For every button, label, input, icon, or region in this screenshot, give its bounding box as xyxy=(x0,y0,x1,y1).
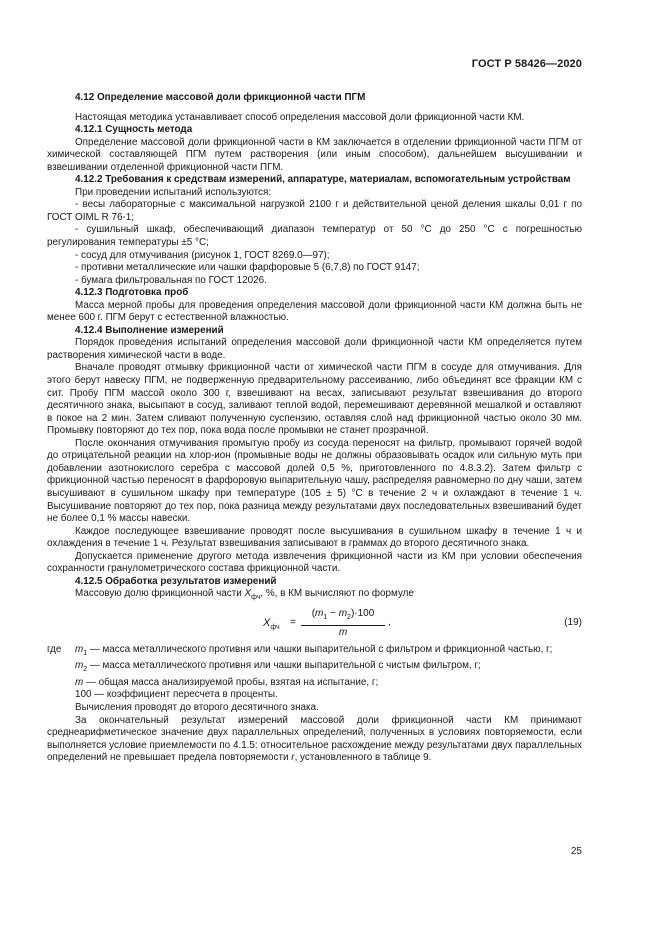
subsection-title-4-12-1: 4.12.1 Сущность метода xyxy=(75,124,193,136)
section-intro: Настоящая методика устанавливает способ определения массовой доли фрикционной части КМ. xyxy=(75,111,525,123)
definition-100: 100 — коэффициент пересчета в проценты. xyxy=(75,689,278,701)
page-number: 25 xyxy=(570,846,582,857)
equipment-item: - сосуд для отмучивания (рисунок 1, ГОСТ 8269.0—97); xyxy=(75,249,330,261)
formula-fraction xyxy=(301,608,385,640)
subsection-title-4-12-3: 4.12.3 Подготовка проб xyxy=(75,287,189,299)
definition-m1: где $m_1$ — масса металлического противня или чашки выпарительной с фильтром и фрикционной частью, г; xyxy=(47,644,582,661)
formula-denominator: m xyxy=(338,627,348,639)
procedure-paragraph-4: Каждое последующее взвешивание проводят после высушивания в сушильном шкафу в течение 1 ч и охлаждения в течение 1 ч. Результат взвешивания записывают в граммах до второго десятичного знака. xyxy=(47,525,582,550)
procedure-paragraph-1: Порядок проведения испытаний определения массовой доли фрикционной части КМ определяется путем растворения химической части в воде. xyxy=(47,337,582,361)
subsection-title-4-12-4: 4.12.4 Выполнение измерений xyxy=(75,324,224,336)
where-label: где xyxy=(47,643,62,655)
formula-lhs: $X_{фч}$ xyxy=(263,616,280,632)
equipment-item: - весы лабораторные с максимальной нагрузкой 2100 г и действительной ценой деления шкалы 0,01 г по ГОСТ OIML R 76-1; xyxy=(47,199,582,223)
procedure-paragraph-2: Вначале проводят отмывку фрикционной части от химической части ПГМ в сосуде для отмучивания. Для этого берут навеску ПГМ, не подверженную предварительному рассеиванию, либо объединят все фракции КМ с сит. Пробу ПГМ массой около 300 г, взвешивают на весах, записывают результат взвешивания до второго десятичного знака, высыпают в сосуд, заливают теплой водой, перемешивают деревянной мешалкой и оставляют в покое на 2 мин. Затем сливают полученную суспензию, оставляя слой над фрикционной частью около 30 мм. Промывку повторяют до тех пор, пока вода после промывки не станет прозрачной. xyxy=(47,362,582,437)
section-title-4-12: 4.12 Определение массовой доли фрикционной части ПГМ xyxy=(75,92,366,103)
equipment-item: - противни металлические или чашки фарфоровые 5 (6,7,8) по ГОСТ 9147; xyxy=(75,262,420,274)
formula-intro: Массовую долю фрикционной части $X_{фч}$, %, в КМ вычисляют по формуле xyxy=(75,588,414,602)
subsection-text-4-12-1: Определение массовой доли фрикционной части в КМ заключается в отделении фрикционной части ПГМ от химической составляющей ПГМ путем растворения (или иным способом), дальнейшем высушивании и взвешивании отделенной фрикционной части ПГМ. xyxy=(47,136,582,173)
page-body xyxy=(47,92,582,765)
formula-number: (19) xyxy=(564,616,582,628)
formula-comma: , xyxy=(388,616,391,628)
definition-m: m — общая масса анализируемой пробы, взятая на испытание, г; xyxy=(75,676,379,688)
procedure-paragraph-5: Допускается применение другого метода извлечения фрикционной части из КМ при условии обеспечения сохранности гранулометрического состава фрикционной части. xyxy=(47,550,582,575)
formula-equals: = xyxy=(290,616,296,628)
subsection-title-4-12-2: 4.12.2 Требования к средствам измерений, аппаратуре, материалам, вспомогательным устройствам xyxy=(75,174,571,186)
formula-numerator: $(m_1 - m_2)\cdot 100$ xyxy=(301,608,385,627)
equipment-item: - сушильный шкаф, обеспечивающий диапазон температур от 50 °С до 250 °С с погрешностью регулирования температуры ±5 °С; xyxy=(47,224,582,249)
document-id-header: ГОСТ Р 58426—2020 xyxy=(471,58,582,70)
equipment-item: - бумага фильтровальная по ГОСТ 12026. xyxy=(75,274,267,286)
definition-m2: $m_2$ — масса металлического противня или чашки выпарительной с чистым фильтром, г; xyxy=(75,660,481,674)
subsection-title-4-12-5: 4.12.5 Обработка результатов измерений xyxy=(75,575,277,587)
final-result-paragraph: За окончательный результат измерений массовой доли фрикционной части КМ принимают среднеарифметическое значение двух параллельных определений, полученных в условиях повторяемости, если выполняется условие приемлемости по 4.1.5: относительное расхождение между результатами двух параллельных определений не превышает предела повторяемости r, установленного в таблице 9. xyxy=(47,714,582,764)
formula-19 xyxy=(47,608,582,642)
equipment-intro: При проведении испытаний используются: xyxy=(75,186,272,198)
calc-precision-note: Вычисления проводят до второго десятичного знака. xyxy=(75,701,319,713)
formula-definitions xyxy=(47,644,582,702)
subsection-text-4-12-3: Масса мерной пробы для проведения определения массовой доли фрикционной части КМ должна быть не менее 600 г. ПГМ берут с естественной влажностью. xyxy=(47,299,582,324)
procedure-paragraph-3: После окончания отмучивания промытую пробу из сосуда переносят на фильтр, промывают горячей водой до отрицательной реакции на хлор-ион (промывные воды не должны образовывать осадок или сильную муть при добавлении азотнокислого серебра с массовой долей 0,5 %, приготовленного по 4.8.3.2). Затем фильтр с фрикционной частью переносят в фарфоровую выпарительную чашу, распределяя равномерно по дну чаши, затем высушивают в сушильном шкафу при температуре (105 ± 5) °С в течение 2 ч и охлаждают в течение 1 ч. Высушивание повторяют до тех пор, пока разница между результатами двух последовательных взвешиваний будет не более 0,1 % массы навески. xyxy=(47,437,582,525)
